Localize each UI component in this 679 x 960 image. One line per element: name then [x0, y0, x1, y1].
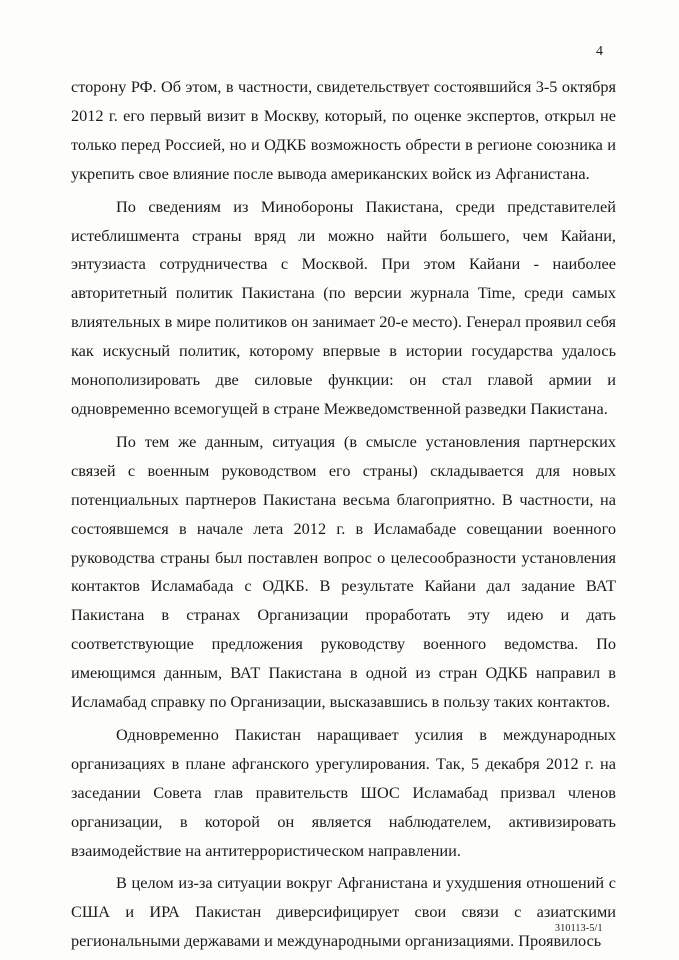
- document-code: 310113-5/1: [555, 923, 603, 934]
- paragraph-4: Одновременно Пакистан наращивает усилия в международных организациях в плане афганского урегулирования. Так, 5 декабря 2012 г. на заседании Совета глав правительств ШОС Исламабад призвал членов организации, в которой он является наблюдателем, активизировать взаимодействие на антитеррористическом направлении.: [71, 724, 616, 860]
- paragraph-3: По тем же данным, ситуация (в смысле установления партнерских связей с военным руководством его страны) складывается для новых потенциальных партнеров Пакистана весьма благоприятно. В частности, на состоявшемся в начале лета 2012 г. в Исламабаде совещании военного руководства страны был поставлен вопрос о целесообразности установления контактов Исламабада с ОДКБ. В результате Кайани дал задание ВАТ Пакистана в странах Организации проработать эту идею и дать соответствующие предложения руководству военного ведомства. По имеющимся данным, ВАТ Пакистана в одной из стран ОДКБ направил в Исламабад справку по Организации, высказавшись в пользу таких контактов.: [71, 431, 616, 712]
- paragraph-2: По сведениям из Минобороны Пакистана, среди представителей истеблишмента страны вряд ли можно найти большего, чем Кайани, энтузиаста сотрудничества с Москвой. При этом Кайани - наиболее авторитетный политик Пакистана (по версии журнала Time, среди самых влиятельных в мире политиков он занимает 20-е место). Генерал проявил себя как искусный политик, которому впервые в истории государства удалось монополизировать две силовые функции: он стал главой армии и одновременно всемогущей в стране Межведомственной разведки Пакистана.: [71, 196, 616, 418]
- document-body: [71, 73, 616, 960]
- paragraph-5: В целом из-за ситуации вокруг Афганистана и ухудшения отношений с США и ИРА Пакистан диверсифицирует свои связи с азиатскими региональными державами и международными организациями. Проявилось: [71, 873, 616, 951]
- page-number: 4: [596, 44, 603, 59]
- paragraph-1: сторону РФ. Об этом, в частности, свидетельствует состоявшийся 3-5 октября 2012 г. его первый визит в Москву, который, по оценке экспертов, открыл не только перед Россией, но и ОДКБ возможность обрести в регионе союзника и укрепить свое влияние после вывода американских войск из Афганистана.: [71, 77, 616, 183]
